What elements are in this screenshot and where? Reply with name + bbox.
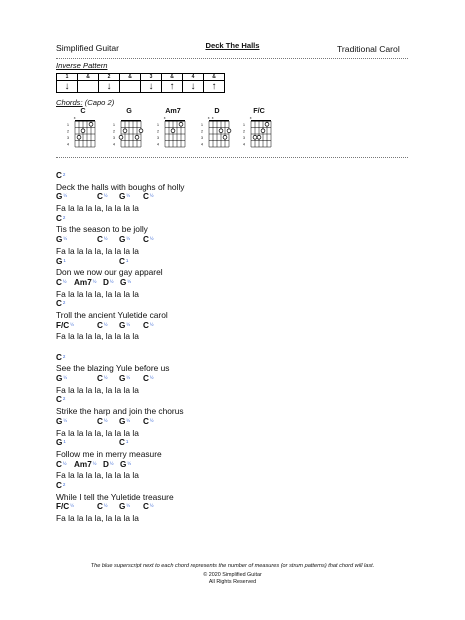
chord-symbol [97,235,108,246]
lyrics-section [56,171,416,524]
measure-count: ½ [103,417,108,423]
strum-count: & [120,74,141,81]
finger-dot [77,135,81,139]
chord-diagram-g [112,114,146,148]
chord-line [56,257,416,268]
measure-count: 1 [63,439,66,445]
chord-symbol-name: G [56,374,63,384]
fret-number: 4 [67,142,69,147]
chord-symbol-name: G [119,320,126,330]
measure-count: ½ [126,236,131,242]
fret-number: 3 [67,136,69,140]
strum-count: & [162,74,183,81]
fret-number: 3 [201,136,203,140]
fret-number: 1 [157,123,159,127]
chord-symbol-name: C [56,277,62,287]
chord-symbol [97,502,108,513]
header-right: Traditional Carol [337,44,400,54]
finger-dot [119,135,123,139]
footnote: The blue superscript next to each chord represents the number of measures (or strum patterns) that chord will last. [90,563,375,569]
chord-symbol [56,299,65,310]
chord-symbol-name: F/C [56,502,70,512]
measure-count: ½ [103,503,108,509]
fret-number: 4 [113,142,115,147]
chord-symbol-name: C [56,395,62,405]
chord-symbol [74,460,97,471]
fret-number: 2 [201,129,203,134]
chord-symbol-name: G [56,256,63,266]
measure-count: ½ [63,417,68,423]
chord-symbol [143,374,154,385]
chord-symbol [119,374,130,385]
chord-line [56,192,416,203]
measure-count: ½ [149,503,154,509]
lyric-line: Follow me in merry measure [56,448,162,459]
verse-gap [56,342,416,353]
chord-symbol-name: C [143,320,149,330]
chord-line [56,235,416,246]
measure-count: 2 [62,172,66,177]
chord-symbol-name: G [120,459,127,469]
chord-diagram-f-c [242,114,276,148]
chord-symbol-name: C [143,502,149,512]
fret-number: 1 [201,123,203,127]
measure-count: ½ [63,236,68,242]
measure-count: ½ [149,375,154,381]
measure-count: ½ [127,460,132,466]
strum-count: & [78,74,99,81]
finger-dot [219,129,223,133]
lyric-line: Fa la la la la, la la la la [56,513,139,523]
chord-symbol-name: C [143,192,149,202]
strum-count: 3 [141,74,162,81]
strum-down-arrow: ↓ [183,81,204,93]
fret-number: 4 [157,142,159,147]
chord-line [56,417,416,428]
measure-count: 1 [125,257,129,263]
lyric-line: Fa la la la la, la la la la [56,331,139,342]
chord-symbol-name: C [97,192,103,202]
chord-diagram-am7 [156,114,190,148]
song-title: Deck The Halls [205,41,260,50]
fret-number: 3 [157,136,159,140]
chord-symbol-name: C [97,320,103,330]
chord-symbol [119,257,128,268]
measure-count: ½ [70,321,74,327]
chord-diagram-c [66,114,100,148]
chord-symbol-name: C [143,416,149,426]
strum-empty [120,81,141,93]
finger-dot [135,135,139,139]
finger-dot [81,129,85,133]
chord-symbol-name: C [56,171,62,180]
lyric-line: While I tell the Yuletide treasure [56,491,174,502]
fret-number: 1 [243,123,245,127]
finger-dot [139,129,143,133]
measure-count: ½ [126,193,131,199]
chord-line [56,321,416,332]
measure-count: 2 [62,300,66,306]
strum-down-arrow: ↓ [141,81,162,93]
lyric-line: Fa la la la la, la la la la [56,470,139,481]
chord-symbol-name: G [119,192,126,202]
header-left: Simplified Guitar [56,43,120,53]
muted-string-marker: x [249,116,252,120]
chord-symbol-name: F/C [56,320,70,330]
chord-symbol-name: G [120,277,127,287]
measure-count: ½ [126,375,131,381]
divider [56,157,408,158]
chord-symbol-name: Am7 [74,459,92,469]
chord-symbol [119,235,130,246]
muted-string-marker: x [207,116,210,120]
finger-dot [171,129,175,133]
fret-number: 1 [67,123,69,127]
chord-line [56,214,416,225]
fret-number: 3 [113,136,115,140]
chord-symbol [56,374,67,385]
chord-symbol [74,278,97,289]
chords-label: Chords: (Capo 2) [56,98,115,107]
chord-symbol [56,353,65,364]
chord-line [56,481,416,492]
measure-count: ½ [103,321,108,327]
lyric-line: See the blazing Yule before us [56,363,170,374]
chord-symbol-name: G [56,192,63,202]
chord-line [56,374,416,385]
measure-count: 2 [62,481,66,487]
measure-count: ½ [149,321,154,327]
measure-count: ½ [109,460,114,466]
finger-dot [179,122,183,126]
chord-symbol [143,192,154,203]
chord-symbol [119,321,130,332]
chord-symbol-name: C [119,256,125,266]
measure-count: 1 [125,439,129,445]
strum-up-arrow: ↑ [204,81,225,93]
chord-line [56,299,416,310]
chord-symbol [143,321,154,332]
muted-string-marker: x [211,116,214,120]
lyric-line: Fa la la la la, la la la la [56,427,139,438]
chord-symbol [119,192,130,203]
measure-count: ½ [63,193,68,199]
chord-symbol [120,460,131,471]
measure-count: ½ [149,417,154,423]
strum-count: 1 [57,74,78,81]
chord-symbol-name: D [103,459,109,469]
lyric-line: Don we now our gay apparel [56,267,163,278]
measure-count: ½ [149,236,154,242]
strum-count: 2 [99,74,120,81]
chord-symbol-name: C [56,459,62,469]
measure-count: ½ [103,193,108,199]
measure-count: ½ [109,278,114,284]
chord-name: F/C [253,106,265,115]
chord-symbol [119,417,130,428]
lyric-line: Fa la la la la, la la la la [56,288,139,299]
chord-symbol [103,460,114,471]
finger-dot [227,129,231,133]
strum-up-arrow: ↑ [162,81,183,93]
measure-count: ½ [92,460,97,466]
chord-symbol-name: C [119,438,125,448]
finger-dot [261,129,265,133]
chord-symbol [56,481,65,492]
chord-symbol [56,214,65,225]
measure-count: ½ [149,193,154,199]
chord-symbol-name: G [119,416,126,426]
fret-number: 4 [201,142,203,147]
chord-symbol-name: Am7 [74,277,92,287]
finger-dot [123,129,127,133]
finger-dot [257,135,261,139]
chord-symbol [56,502,74,513]
chord-symbol-name: C [97,502,103,512]
finger-dot [253,135,257,139]
chord-symbol-name: G [119,235,126,245]
chord-symbol [97,192,108,203]
chord-name: D [214,106,220,115]
chord-symbol [56,278,67,289]
fret-number: 1 [113,123,115,127]
chord-symbol-name: G [119,374,126,384]
chord-line [56,171,416,182]
chord-name: Am7 [165,106,181,115]
strum-count: & [204,74,225,81]
lyric-line: Troll the ancient Yuletide carol [56,309,168,320]
chord-symbol-name: C [97,416,103,426]
chord-symbol-name: C [97,374,103,384]
chord-symbol-name: C [97,235,103,245]
chord-symbol-name: G [56,416,63,426]
pattern-label: Inverse Pattern [56,61,108,70]
chord-symbol-name: G [56,438,63,448]
fret-number: 2 [157,129,159,134]
strum-count: 4 [183,74,204,81]
chord-symbol [56,235,67,246]
chord-symbol-name: C [56,299,62,309]
fret-number: 2 [113,129,115,134]
chord-symbol [120,278,131,289]
chord-line [56,353,416,364]
fret-number: 2 [67,129,69,134]
chord-symbol [56,438,66,449]
lyric-line: Fa la la la la, la la la la [56,245,139,256]
chord-line [56,278,416,289]
measure-count: ½ [103,236,108,242]
measure-count: ½ [126,503,131,509]
measure-count: 1 [63,257,66,263]
lyric-line: Tis the season to be jolly [56,224,148,235]
muted-string-marker: x [163,116,166,120]
chord-symbol [56,171,65,182]
chord-diagram-d [200,114,234,148]
copyright: © 2020 Simplified Guitar [203,572,262,578]
fret-number: 2 [243,129,245,134]
chord-symbol [56,192,67,203]
strum-empty [78,81,99,93]
muted-string-marker: x [73,116,76,120]
chord-symbol [56,257,66,268]
measure-count: ½ [70,503,74,509]
measure-count: ½ [126,321,131,327]
chord-symbol [97,321,108,332]
chord-symbol-name: G [119,502,126,512]
strum-down-arrow: ↓ [57,81,78,93]
divider [56,58,408,59]
chord-symbol [119,438,128,449]
strum-pattern-table [56,73,225,93]
chord-symbol [103,278,114,289]
lyric-line: Deck the halls with boughs of holly [56,181,185,192]
measure-count: ½ [63,375,68,381]
lyric-line: Strike the harp and join the chorus [56,406,184,417]
chord-line [56,395,416,406]
chord-line [56,460,416,471]
chord-symbol-name: G [56,235,63,245]
chord-symbol [97,374,108,385]
measure-count: ½ [127,278,132,284]
measure-count: ½ [62,460,67,466]
measure-count: ½ [92,278,97,284]
finger-dot [89,122,93,126]
lyric-line: Fa la la la la, la la la la [56,203,139,214]
lyric-line: Fa la la la la, la la la la [56,384,139,395]
fret-number: 4 [243,142,245,147]
strum-down-arrow: ↓ [99,81,120,93]
chord-symbol-name: C [56,480,62,490]
chord-symbol [56,460,67,471]
chord-symbol [56,321,74,332]
chord-name: C [80,106,86,115]
chord-symbol [143,417,154,428]
chord-name: G [126,106,132,115]
chord-symbol [56,395,65,406]
chord-symbol-name: C [143,235,149,245]
chord-symbol [119,502,130,513]
finger-dot [265,122,269,126]
fret-number: 3 [243,136,245,140]
chord-symbol-name: D [103,277,109,287]
chord-symbol-name: C [143,374,149,384]
rights-reserved: All Rights Reserved [208,579,257,585]
chord-line [56,502,416,513]
chord-symbol-name: C [56,352,62,362]
measure-count: 2 [62,353,66,359]
measure-count: ½ [103,375,108,381]
chord-symbol-name: C [56,213,62,223]
measure-count: ½ [62,278,67,284]
chord-symbol [97,417,108,428]
chord-symbol [143,235,154,246]
chord-symbol [56,417,67,428]
measure-count: ½ [126,417,131,423]
finger-dot [223,135,227,139]
chord-symbol [143,502,154,513]
measure-count: 2 [62,214,66,220]
chord-line [56,438,416,449]
measure-count: 2 [62,396,66,402]
